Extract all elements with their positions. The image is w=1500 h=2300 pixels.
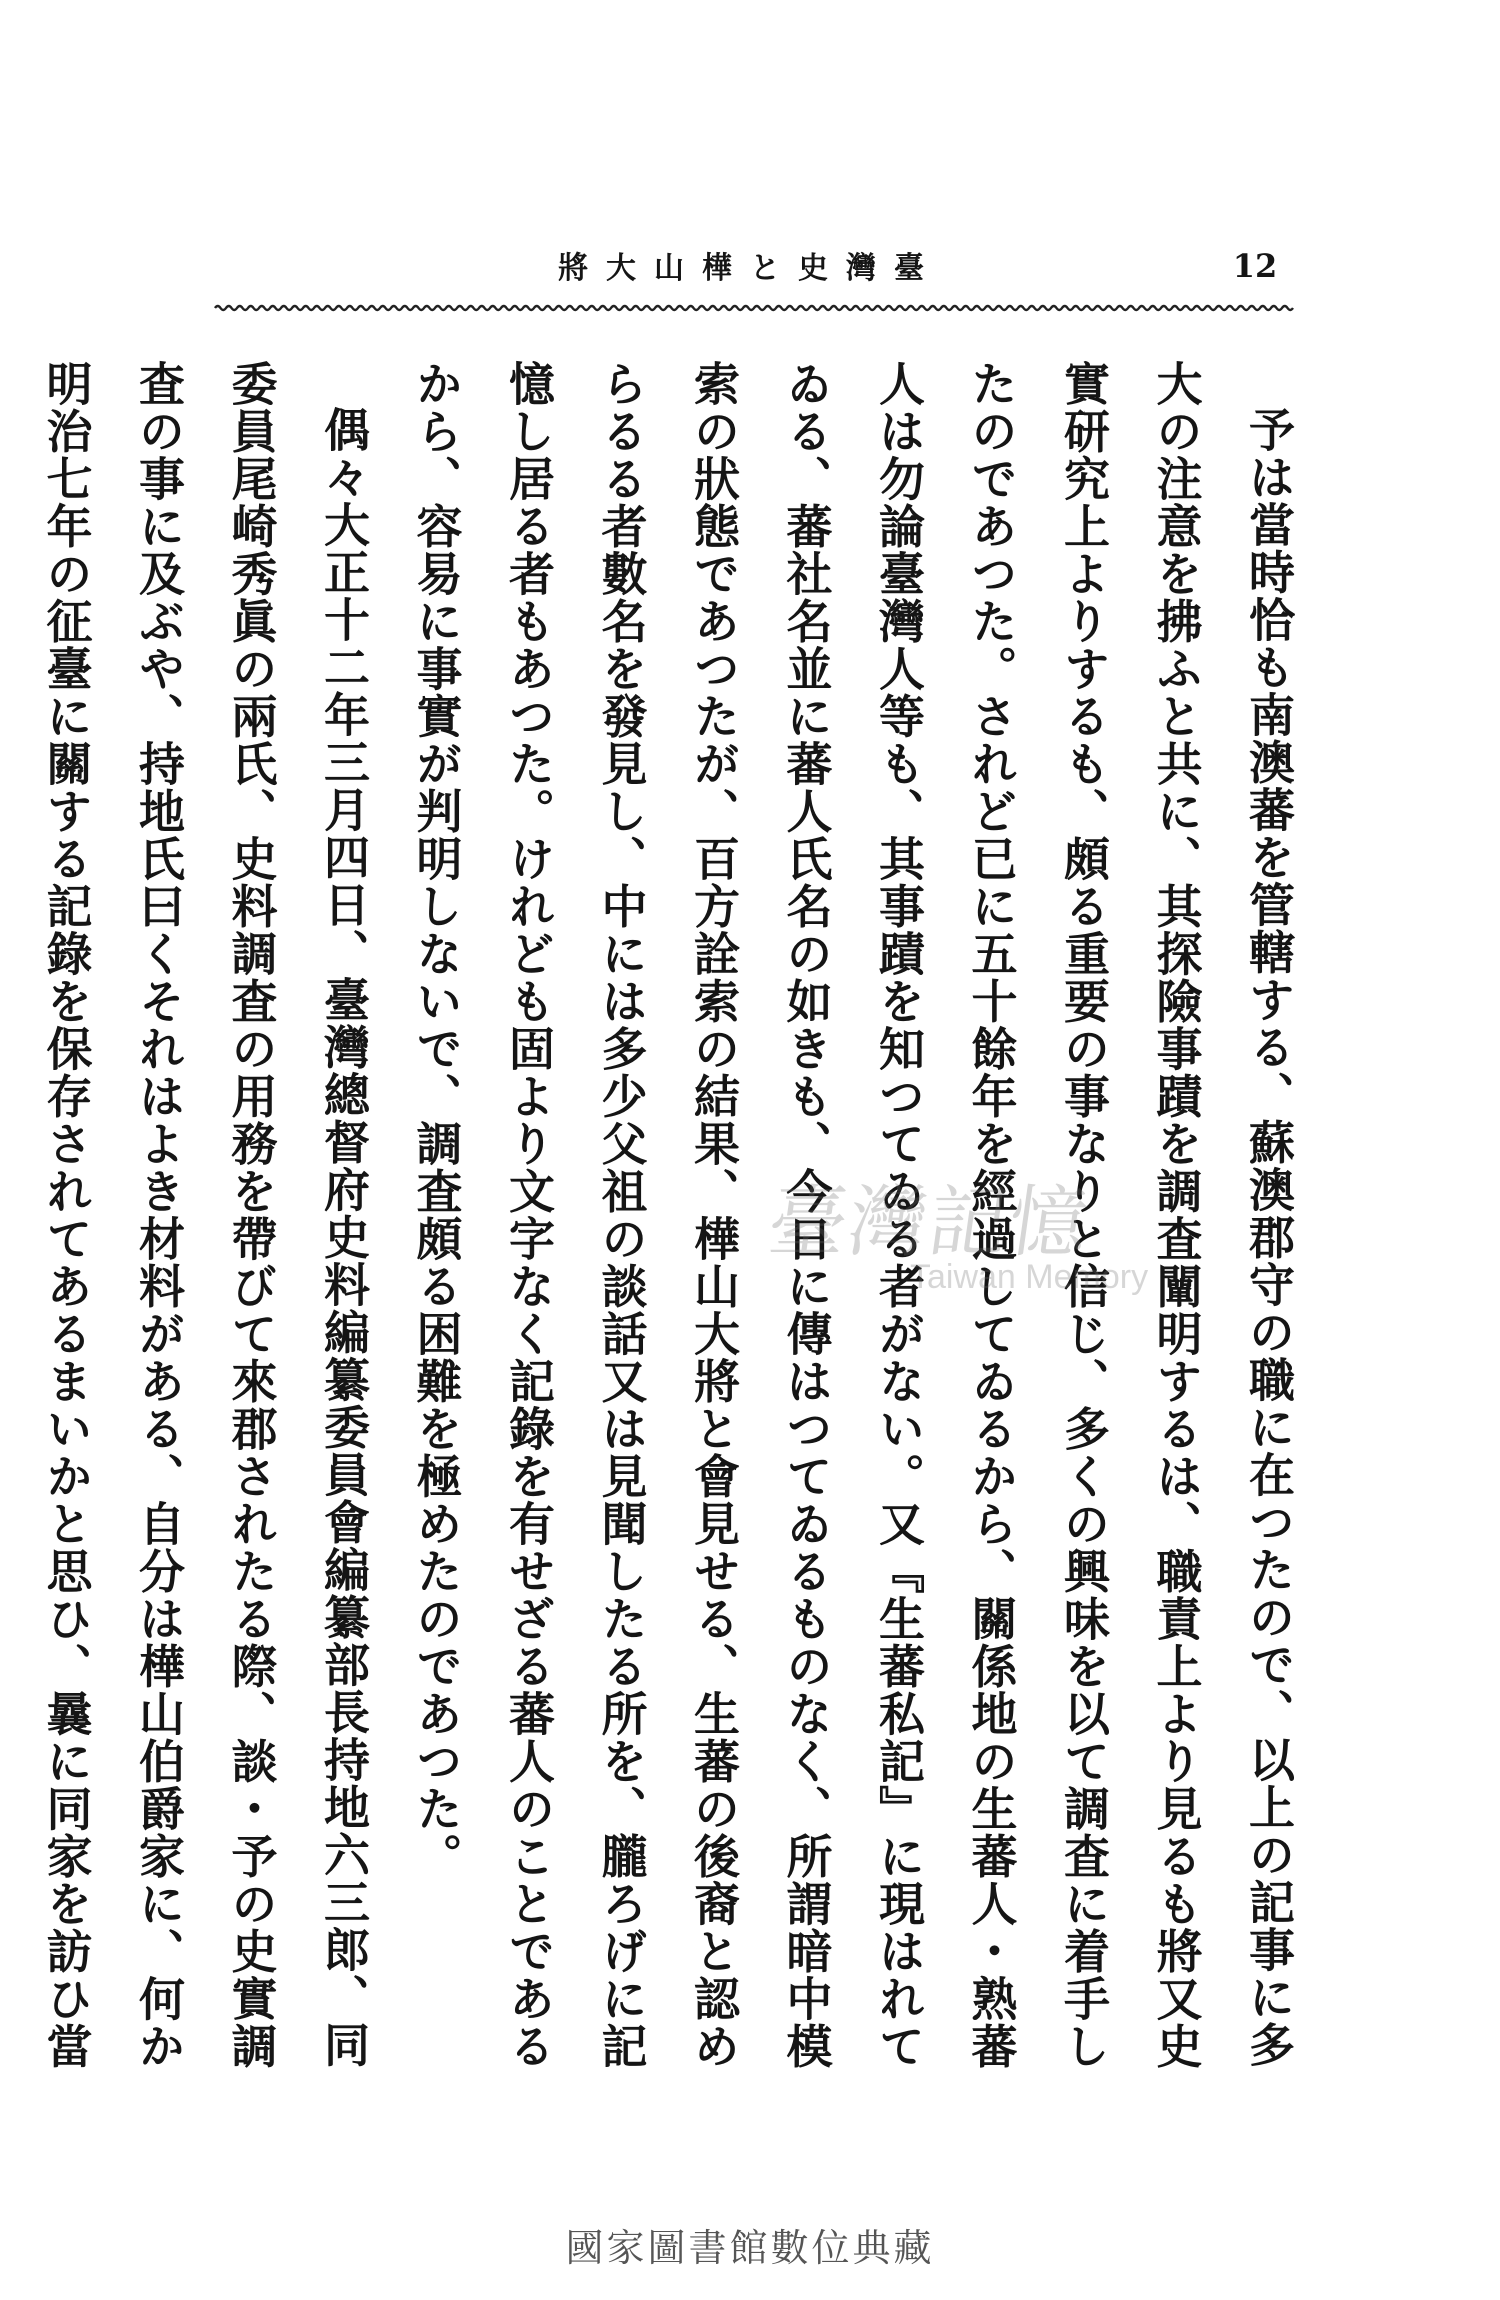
wavy-divider-rule [215, 300, 1290, 316]
page-number: 12 [1232, 247, 1278, 285]
library-credit-footer: 國家圖書館數位典藏 [565, 2226, 935, 2270]
watermark-chinese-text: 臺灣記憶 [762, 1178, 1096, 1268]
watermark-english-text: Taiwan Memory [910, 1258, 1149, 1296]
paragraph-2: 偶々大正十二年三月四日、臺灣總督府史料編纂委員會編纂部長持地六三郎、同委員尾崎秀眞の兩氏、史料調査の用務を帶びて來郡されたる際、談・予の史實調査の事に及ぶや、持地氏曰くそれはよき材料がある、自分は樺山伯爵家に、何か明治七年の征臺に關する記錄を保存されてあるまいかと思ひ、曩に同家を訪ひ當 [39, 360, 371, 2070]
vertical-body-text [39, 360, 1315, 2100]
running-title: 臺灣史と樺山大將 [558, 251, 942, 286]
paragraph-1: 予は當時恰も南澳蕃を管轄する、蘇澳郡守の職に在つたので、以上の記事に多大の注意を拂ふと共に、其探險事蹟を調査闡明するは、職責上より見るも將又史實研究上よりするも、頗る重要の事なりと信じ、多くの興味を以て調査に着手したのであつた。されど已に五十餘年を經過してゐるから、關係地の生蕃人・熟蕃人は勿論臺灣人等も、其事蹟を知つてゐる者がない。又『生蕃私記』に現はれてゐる、蕃社名並に蕃人氏名の如きも、今日に傳はつてゐるものなく、所謂暗中模索の狀態であつたが、百方詮索の結果、樺山大將と會見せる、生蕃の後裔と認めらるる者數名を發見し、中には多少父祖の談話又は見聞したる所を、朧ろげに記憶し居る者もあつた。けれども固より文字なく記錄を有せざる蕃人のことであるから、容易に事實が判明しないで、調査頗る困難を極めたのであつた。 [409, 360, 1296, 2070]
